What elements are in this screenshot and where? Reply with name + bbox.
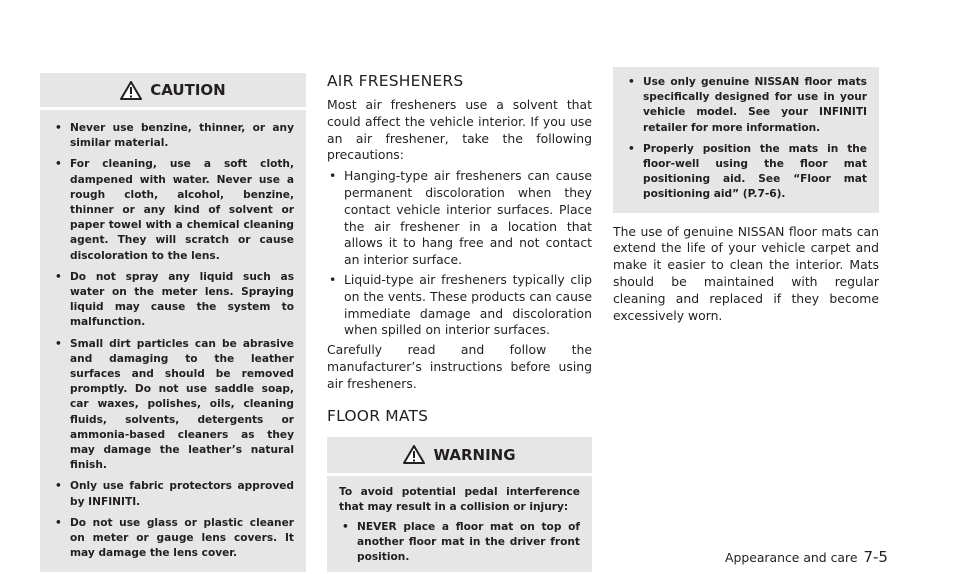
warning-header	[327, 437, 592, 473]
warning-triangle-icon	[120, 81, 142, 100]
caution-list	[52, 121, 294, 561]
caution-item-text: Never use benzine, thinner, or any similar material.	[70, 122, 294, 150]
caution-item-text: Only use fabric protectors approved by INFINITI.	[70, 480, 294, 508]
warning-box-continued	[613, 67, 879, 213]
warning-body	[327, 473, 592, 572]
warning-item-text: NEVER place a floor mat on top of another floor mat in the driver front position.	[357, 520, 580, 564]
list-item: • Use only genuine NISSAN floor mats specifically designed for use in your vehicle model. See your INFINITI retailer for more information.	[628, 76, 867, 134]
caution-item-text: Small dirt particles can be abrasive and damaging to the leather surfaces and should be removed promptly. Do not use saddle soap, car waxes, polishes, oils, cleaning fluids, solvents, detergents or ammonia-based cleaners as they may damage the leather’s natural finish.	[70, 337, 294, 472]
list-item: • Only use fabric protectors approved by INFINITI.	[55, 480, 294, 508]
warning-body-continued	[613, 67, 879, 213]
footer-section-label: Appearance and care	[725, 550, 858, 565]
caution-box	[40, 73, 306, 572]
list-item: • Never use benzine, thinner, or any similar material.	[55, 122, 294, 150]
list-item: • Do not spray any liquid such as water on the meter lens. Spraying liquid may cause the system to malfunction.	[55, 270, 294, 329]
air-freshener-item-text: Liquid-type air fresheners typically clip on the vents. These products can cause immediate damage and discoloration when spilled on interior surfaces.	[344, 271, 592, 338]
warning-intro: To avoid potential pedal interference that may result in a collision or injury:	[339, 485, 580, 513]
page-number: 7-5	[863, 548, 888, 566]
warning-item-text: Properly position the mats in the floor-well using the floor mat positioning aid. See “Floor mat positioning aid” (P.7-6).	[643, 142, 867, 201]
air-freshener-item-text: Hanging-type air fresheners can cause permanent discoloration when they contact vehicle interior surfaces. Place the air freshener in a location that allows it to hang free and not contact an interior surface.	[344, 168, 592, 268]
air-fresheners-list	[327, 168, 592, 339]
air-fresheners-outro: Carefully read and follow the manufacturer’s instructions before using air fresheners.	[327, 342, 592, 391]
warning-box	[327, 437, 592, 572]
air-fresheners-heading: AIR FRESHENERS	[327, 72, 464, 90]
caution-title: CAUTION	[150, 81, 226, 99]
caution-item-text: Do not use glass or plastic cleaner on meter or gauge lens covers. It may damage the lens cover.	[70, 516, 294, 560]
list-item: • Do not use glass or plastic cleaner on meter or gauge lens covers. It may damage the lens cover.	[55, 516, 294, 560]
list-item: • Liquid-type air fresheners typically clip on the vents. These products can cause immediate damage and discoloration when spilled on interior surfaces.	[329, 271, 592, 338]
warning-title: WARNING	[433, 445, 516, 464]
caution-item-text: Do not spray any liquid such as water on the meter lens. Spraying liquid may cause the system to malfunction.	[70, 270, 294, 329]
floor-mats-heading: FLOOR MATS	[327, 406, 429, 425]
air-fresheners-intro: Most air fresheners use a solvent that could affect the vehicle interior. If you use an air freshener, take the following precautions:	[327, 97, 592, 163]
warning-list-part1	[339, 520, 580, 566]
caution-header	[40, 73, 306, 107]
warning-triangle-icon	[403, 445, 425, 464]
list-item: • Properly position the mats in the floor-well using the floor mat positioning aid. See “Floor mat positioning aid” (P.7-6).	[628, 142, 867, 201]
column-left	[40, 73, 306, 572]
page-footer	[725, 548, 888, 566]
column-middle	[327, 72, 592, 572]
list-item: • Hanging-type air fresheners can cause permanent discoloration when they contact vehicle interior surfaces. Place the air freshener in a location that allows it to hang free and not contact an interior surface.	[329, 168, 592, 268]
list-item: • Small dirt particles can be abrasive and damaging to the leather surfaces and should be removed promptly. Do not use saddle soap, car waxes, polishes, oils, cleaning fluids, solvents, detergents or ammonia-based cleaners as they may damage the leather’s natural finish.	[55, 337, 294, 472]
column-right	[613, 67, 879, 324]
floor-mats-paragraph: The use of genuine NISSAN floor mats can extend the life of your vehicle carpet and make it easier to clean the interior. Mats should be maintained with regular cleaning and replaced if they become excessively worn.	[613, 223, 879, 323]
warning-item-text: Use only genuine NISSAN floor mats specifically designed for use in your vehicle model. See your INFINITI retailer for more information.	[643, 76, 867, 134]
list-item: • For cleaning, use a soft cloth, dampened with water. Never use a rough cloth, alcohol, benzine, thinner or any kind of solvent or paper towel with a chemical cleaning agent. They will scratch or cause discoloration to the lens.	[55, 158, 294, 262]
caution-item-text: For cleaning, use a soft cloth, dampened with water. Never use a rough cloth, alcohol, benzine, thinner or any kind of solvent or paper towel with a chemical cleaning agent. They will scratch or cause discoloration to the lens.	[70, 158, 294, 262]
list-item: • NEVER place a floor mat on top of another floor mat in the driver front position.	[342, 520, 580, 564]
warning-list-part2	[625, 75, 867, 203]
caution-body	[40, 107, 306, 572]
